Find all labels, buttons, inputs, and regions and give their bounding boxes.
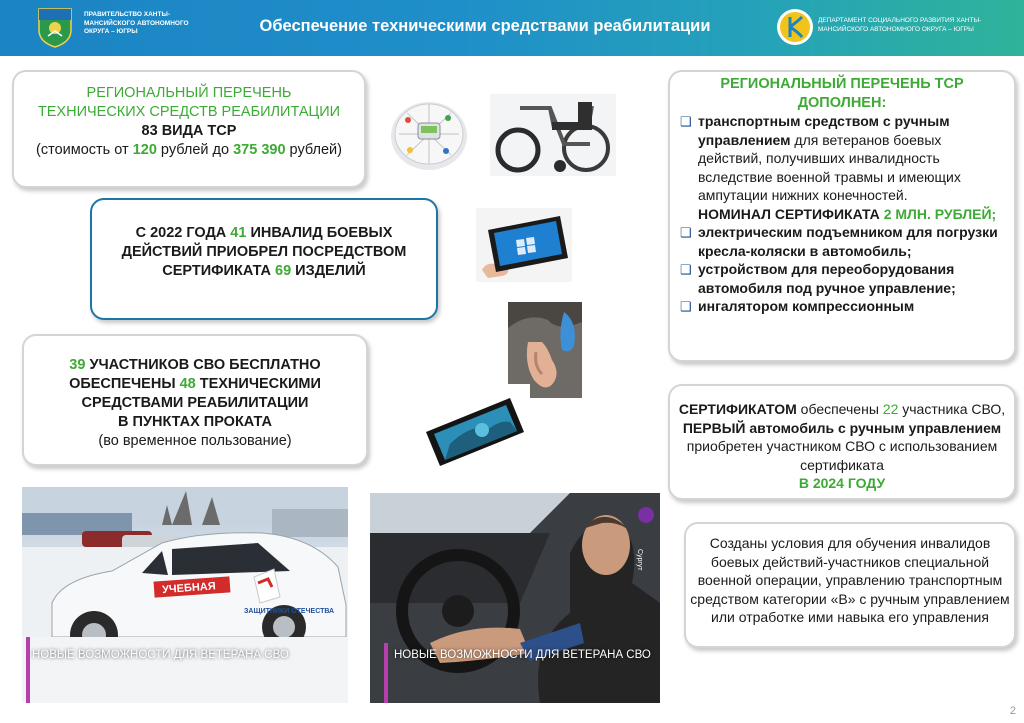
- additions-subtitle: ДОПОЛНЕН:: [797, 94, 887, 111]
- checkbox-bullet-icon: ❑: [680, 225, 692, 240]
- page-number: 2: [1009, 705, 1016, 717]
- text: обеспечены: [796, 401, 883, 417]
- list-item: [680, 260, 1004, 297]
- tablet-icon: [476, 208, 572, 282]
- nominal-line: [680, 205, 1004, 224]
- rental-line4: В ПУНКТАХ ПРОКАТА: [118, 414, 272, 430]
- checkbox-bullet-icon: ❑: [680, 262, 692, 277]
- car-interior-photo: [370, 493, 660, 703]
- year-label: В 2024 ГОДУ: [798, 475, 886, 491]
- participants-count: 22: [882, 401, 899, 417]
- header-bar: [0, 0, 1024, 56]
- text: ОБЕСПЕЧЕНЫ: [69, 376, 180, 392]
- tsr-provided-count: 48: [179, 376, 196, 392]
- certificate-car-box: [668, 384, 1016, 500]
- car-photo-caption: НОВЫЕ ВОЗМОЖНОСТИ ДЛЯ ВЕТЕРАНА СВО: [32, 649, 289, 661]
- nominal-label: НОМИНАЛ СЕРТИФИКАТА: [698, 205, 884, 222]
- item-text: электрическим подъемником для погрузки кресла-коляски в автомобиль;: [698, 224, 998, 259]
- item-text: ингалятором компрессионным: [698, 298, 915, 314]
- invalid-count: 41: [230, 225, 247, 241]
- government-name: ПРАВИТЕЛЬСТВО ХАНТЫ-МАНСИЙСКОГО АВТОНОМНОГО ОКРУГА – ЮГРЫ: [84, 11, 189, 35]
- text: С 2022 ГОДА: [135, 225, 231, 241]
- text: приобретен участником СВО с использованием сертификата: [686, 438, 998, 473]
- checkbox-bullet-icon: ❑: [680, 114, 692, 129]
- regional-list-line2: ТЕХНИЧЕСКИХ СРЕДСТВ РЕАБИЛИТАЦИИ: [37, 104, 341, 120]
- interior-logo-text: Сургут: [636, 549, 643, 571]
- text: СЕРТИФИКАТА: [162, 263, 276, 279]
- certificate-stats-box: [90, 198, 438, 320]
- rental-points-box: [22, 334, 368, 466]
- training-box: [684, 522, 1016, 648]
- items-count: 69: [275, 263, 292, 279]
- cost-range: [14, 141, 364, 160]
- list-item: [680, 112, 1004, 205]
- item-text: устройством для переоборудования автомобиля под ручное управление;: [698, 261, 956, 296]
- regional-list-line1: РЕГИОНАЛЬНЫЙ ПЕРЕЧЕНЬ: [86, 85, 292, 101]
- list-item: [680, 297, 1004, 317]
- rental-line1: [24, 356, 366, 375]
- pill-organizer-icon: [388, 94, 470, 174]
- certificate-car-text: [670, 400, 1014, 474]
- text-bold: ПЕРВЫЙ автомобиль с ручным управлением: [682, 419, 1002, 436]
- certificate-line1: [92, 224, 436, 243]
- regional-list-box: [12, 70, 366, 188]
- text: ИЗДЕЛИЙ: [291, 263, 366, 279]
- page-title: Обеспечение техническими средствами реабилитации: [259, 17, 711, 35]
- cost-max: 375 390: [233, 142, 286, 158]
- text: УЧАСТНИКОВ СВО БЕСПЛАТНО: [85, 357, 321, 373]
- checkbox-bullet-icon: ❑: [680, 299, 692, 314]
- tsr-count: 83 ВИДА ТСР: [141, 123, 237, 139]
- dept-logo-icon: [776, 8, 814, 46]
- certificate-line3: [92, 262, 436, 281]
- text-bold: СЕРТИФИКАТОМ: [678, 401, 797, 417]
- rental-line3: СРЕДСТВАМИ РЕАБИЛИТАЦИИ: [81, 395, 309, 411]
- training-car-photo: [22, 487, 348, 703]
- list-item: [680, 223, 1004, 260]
- rental-line2: [24, 375, 366, 394]
- text: ИНВАЛИД БОЕВЫХ: [246, 225, 393, 241]
- item-rest: для ветеранов боевых действий, получивших инвалидность вследствие военной травмы и имеющих ампутации нижних конечностей.: [698, 131, 961, 203]
- training-text: Созданы условия для обучения инвалидов боевых действий-участников специальной военной операции, управлению транспортным средством категории «В» с ручным управлением или отработке ими навыка его управления: [690, 535, 1010, 625]
- additions-title: РЕГИОНАЛЬНЫЙ ПЕРЕЧЕНЬ ТСР: [720, 76, 964, 92]
- smartphone-icon: [420, 384, 530, 474]
- cost-text: рублей до: [156, 142, 234, 158]
- department-name: ДЕПАРТАМЕНТ СОЦИАЛЬНОГО РАЗВИТИЯ ХАНТЫ-МАНСИЙСКОГО АВТОНОМНОГО ОКРУГА – ЮГРЫ: [818, 17, 982, 33]
- certificate-line2: ДЕЙСТВИЙ ПРИОБРЕЛ ПОСРЕДСТВОМ: [121, 244, 407, 260]
- text: ТЕХНИЧЕСКИМИ: [195, 376, 321, 392]
- car-sticker-text: ЗАЩИТНИКИ ОТЕЧЕСТВА: [244, 608, 335, 615]
- participants-count: 39: [69, 357, 86, 373]
- interior-photo-caption: НОВЫЕ ВОЗМОЖНОСТИ ДЛЯ ВЕТЕРАНА СВО: [394, 649, 651, 661]
- wheelchair-icon: [490, 94, 616, 176]
- cost-text: рублей): [285, 142, 342, 158]
- nominal-value: 2 МЛН. РУБЛЕЙ;: [883, 205, 997, 222]
- rental-note: (во временное пользование): [98, 433, 292, 449]
- car-training-label: УЧЕБНАЯ: [161, 580, 217, 597]
- emblem-icon: [36, 6, 74, 48]
- item-bold: транспортным средством с ручным управлением: [698, 113, 950, 148]
- text: участника СВО,: [898, 401, 1006, 417]
- item-text: [698, 112, 1004, 205]
- cost-text: (стоимость от: [36, 142, 133, 158]
- cost-min: 120: [132, 142, 157, 158]
- list-additions-box: [668, 70, 1016, 362]
